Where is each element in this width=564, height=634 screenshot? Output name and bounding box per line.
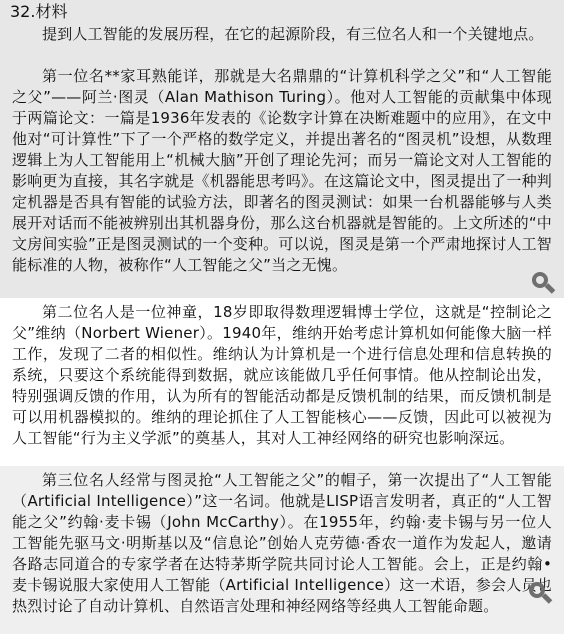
- paragraph-mccarthy: 第三位名人经常与图灵抢“人工智能之父”的帽子，第一次提出了“人工智能（Artificial Intelligence）”这一名词。他就是LISP语言发明者，真正的“人工智能之父”约翰·麦卡锡（John McCarthy）。在1955年，约翰·麦卡锡与另一位人工智能先驱马文·明斯基以及“信息论”创始人克劳德·香农一道作为发起人，邀请各路志同道合的专家学者在达特茅斯学院共同讨论人工智能。会上，正是约翰•麦卡锡说服大家使用人工智能（Artificial Intelligence）这一术语，参会人员也热烈讨论了自动计算机、自然语言处理和神经网络等经典人工智能命题。: [12, 471, 552, 615]
- screenshot-block-2: [0, 298, 564, 466]
- screenshot-block-3: [0, 466, 564, 634]
- search-icon[interactable]: [530, 270, 558, 298]
- paragraph-intro: 提到人工智能的发展历程，在它的起源阶段，有三位名人和一个关键地点。: [42, 25, 544, 43]
- screenshot-block-1: [0, 0, 564, 298]
- question-heading: 32.材料: [10, 2, 68, 21]
- paragraph-wiener: 第二位名人是一位神童，18岁即取得数理逻辑博士学位，这就是“控制论之父”维纳（Norbert Wiener）。1940年，维纳开始考虑计算机如何能像大脑一样工作，发现了二者的相似性。维纳认为计算机是一个进行信息处理和信息转换的系统，只要这个系统能得到数据，就应该能做几乎任何事情。他从控制论出发，特别强调反馈的作用，认为所有的智能活动都是反馈机制的结果，而反馈机制是可以用机器模拟的。维纳的理论抓住了人工智能核心——反馈，因此可以被视为人工智能“行为主义学派”的奠基人，其对人工神经网络的研究也影响深远。: [12, 303, 552, 447]
- paragraph-turing: 第一位名**家耳熟能详，那就是大名鼎鼎的“计算机科学之父”和“人工智能之父”——阿兰·图灵（Alan Mathison Turing）。他对人工智能的贡献集中体现于两篇论文：一篇是1936年发表的《论数字计算在决断难题中的应用》，在文中他对“可计算性”下了一个严格的数学定义，并提出著名的“图灵机”设想，从数理逻辑上为人工智能用上“机械大脑”开创了理论先河；而另一篇论文对人工智能的影响更为直接，其名字就是《机器能思考吗》。在这篇论文中，图灵提出了一种判定机器是否具有智能的试验方法，即著名的图灵测试：如果一台机器能够与人类展开对话而不能被辨别出其机器身份，那么这台机器就是智能的。上文所述的“中文房间实验”正是图灵测试的一个变种。可以说，图灵是第一个严肃地探讨人工智能标准的人物，被称作“人工智能之父”当之无愧。: [12, 67, 552, 274]
- search-icon[interactable]: [527, 580, 555, 608]
